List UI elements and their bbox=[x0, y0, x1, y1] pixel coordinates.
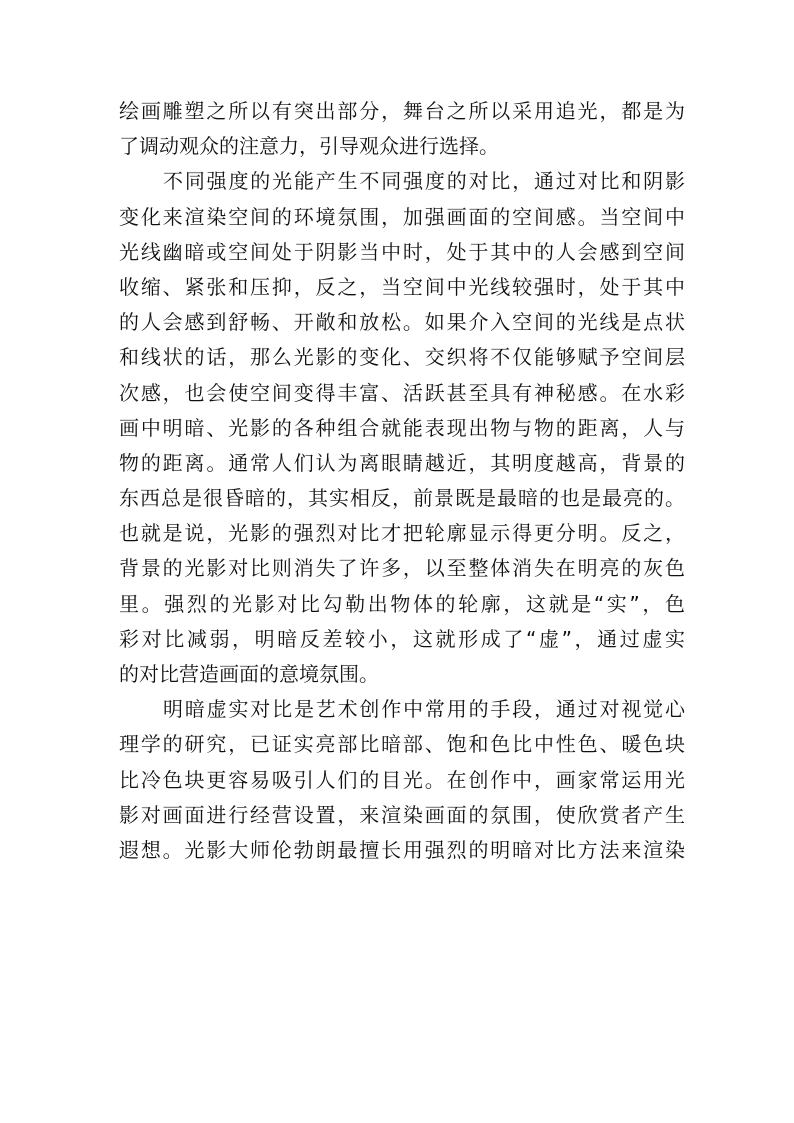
paragraph-line: 彩对比减弱，明暗反差较小，这就形成了“虚”，通过虚实 bbox=[119, 626, 685, 651]
paragraph-line: 背景的光影对比则消失了许多，以至整体消失在明亮的灰色 bbox=[119, 556, 685, 581]
paragraph-line: 次感，也会使空间变得丰富、活跃甚至具有神秘感。在水彩 bbox=[119, 380, 685, 405]
paragraph-line: 东西总是很昏暗的，其实相反，前景既是最暗的也是最亮的。 bbox=[119, 486, 685, 511]
paragraph-line: 变化来渲染空间的环境氛围，加强画面的空间感。当空间中 bbox=[119, 204, 685, 229]
paragraph-line: 物的距离。通常人们认为离眼睛越近，其明度越高，背景的 bbox=[119, 450, 685, 475]
paragraph-line: 了调动观众的注意力，引导观众进行选择。 bbox=[119, 134, 499, 159]
paragraph-line: 影对画面进行经营设置，来渲染画面的氛围，使欣赏者产生 bbox=[119, 802, 685, 827]
paragraph-line: 比冷色块更容易吸引人们的目光。在创作中，画家常运用光 bbox=[119, 767, 685, 792]
paragraph-line: 画中明暗、光影的各种组合就能表现出物与物的距离，人与 bbox=[119, 415, 685, 440]
body-text bbox=[119, 94, 685, 868]
paragraph-line: 理学的研究，已证实亮部比暗部、饱和色比中性色、暖色块 bbox=[119, 732, 685, 757]
paragraph-line: 里。强烈的光影对比勾勒出物体的轮廓，这就是“实”，色 bbox=[119, 591, 685, 616]
paragraph-line: 光线幽暗或空间处于阴影当中时，处于其中的人会感到空间 bbox=[119, 239, 685, 264]
paragraph-line: 不同强度的光能产生不同强度的对比，通过对比和阴影 bbox=[163, 169, 685, 194]
paragraph-line: 的人会感到舒畅、开敞和放松。如果介入空间的光线是点状 bbox=[119, 310, 685, 335]
paragraph-line: 收缩、紧张和压抑，反之，当空间中光线较强时，处于其中 bbox=[119, 274, 685, 299]
paragraph-line: 也就是说，光影的强烈对比才把轮廓显示得更分明。反之， bbox=[119, 521, 685, 546]
paragraph-line: 和线状的话，那么光影的变化、交织将不仅能够赋予空间层 bbox=[119, 345, 685, 370]
paragraph-line: 明暗虚实对比是艺术创作中常用的手段，通过对视觉心 bbox=[163, 697, 685, 722]
paragraph-line: 的对比营造画面的意境氛围。 bbox=[119, 662, 379, 686]
paragraph-line: 绘画雕塑之所以有突出部分，舞台之所以采用追光，都是为 bbox=[119, 99, 685, 123]
paragraph-line: 遐想。光影大师伦勃朗最擅长用强烈的明暗对比方法来渲染 bbox=[119, 837, 685, 862]
